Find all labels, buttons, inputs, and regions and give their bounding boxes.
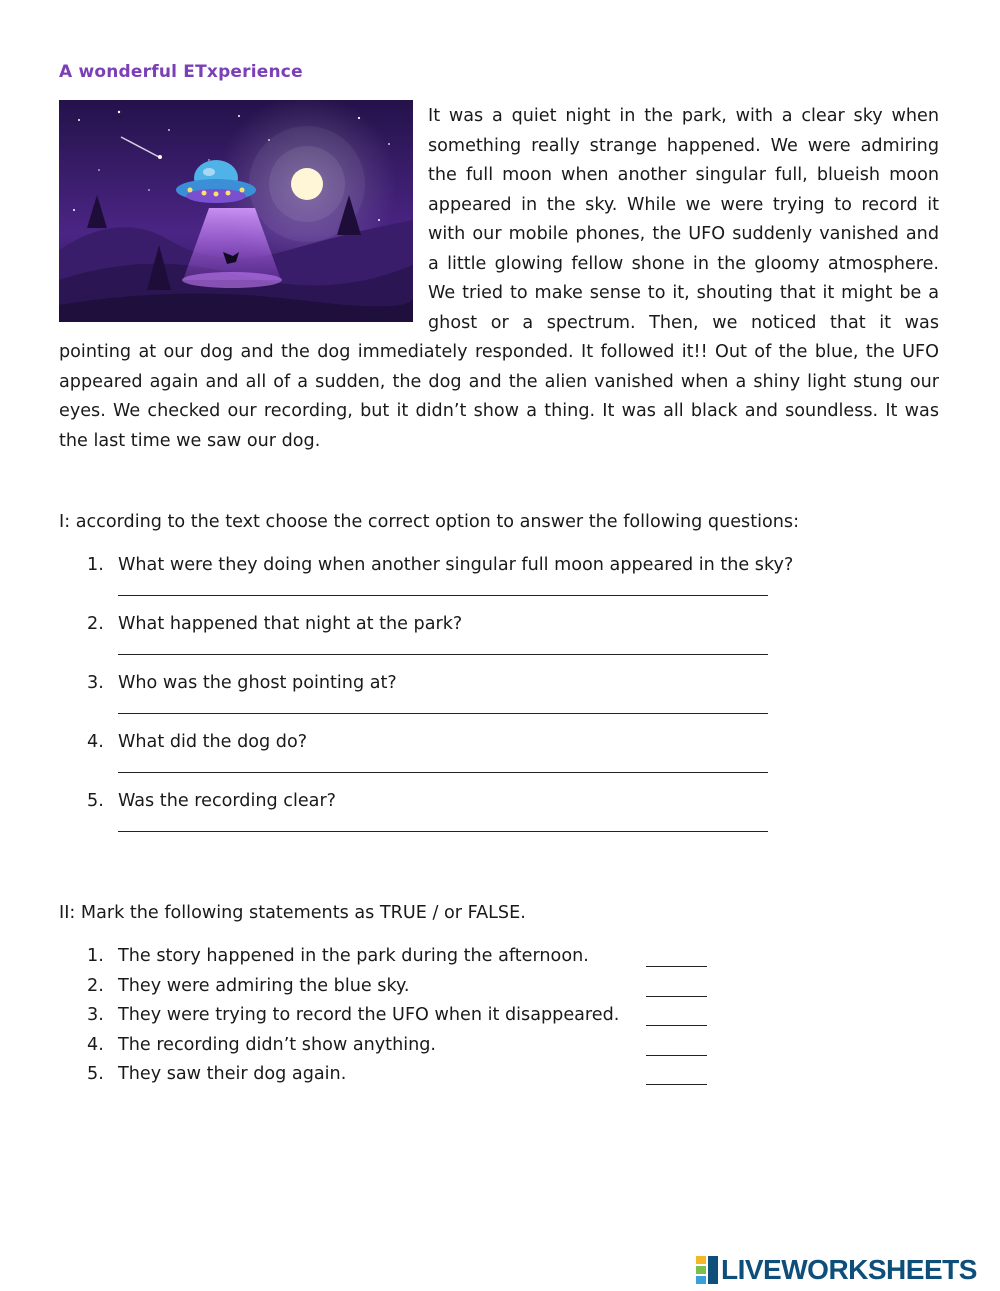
question-number: 1.	[87, 555, 104, 575]
statement-item	[59, 1005, 719, 1035]
logo-text: LIVEWORKSHEETS	[721, 1254, 977, 1285]
statement-number: 2.	[87, 975, 104, 996]
question-text: What did the dog do?	[118, 732, 308, 752]
question-number: 4.	[87, 732, 104, 752]
statement-number: 3.	[87, 1005, 104, 1026]
statement-text: The recording didn’t show anything.	[118, 1034, 437, 1055]
answer-line[interactable]	[118, 701, 768, 714]
liveworksheets-logo	[696, 1254, 977, 1286]
statement-number: 5.	[87, 1064, 104, 1085]
true-false-blank[interactable]	[646, 1055, 707, 1056]
statement-text: The story happened in the park during the afternoon.	[118, 946, 589, 966]
question-text: Was the recording clear?	[118, 791, 337, 811]
statement-text: They were admiring the blue sky.	[118, 975, 410, 996]
logo-mark-icon	[696, 1256, 718, 1284]
true-false-blank[interactable]	[646, 996, 707, 997]
worksheet-title: A wonderful ETxperience	[59, 62, 303, 82]
statement-list	[59, 946, 719, 1094]
true-false-blank[interactable]	[646, 966, 707, 967]
statement-item	[59, 976, 719, 1006]
question-number: 3.	[87, 673, 104, 693]
story-paragraph	[59, 102, 939, 456]
section-1-heading: I: according to the text choose the correct option to answer the following questions:	[59, 512, 800, 532]
statement-item	[59, 946, 719, 976]
story-text: It was a quiet night in the park, with a clear sky when something really strange happened. We were admiring the full moon when another singular full, blueish moon appeared in the sky. While we were trying to record it with our mobile phones, the UFO suddenly vanished and a little glowing fellow shone in the gloomy atmosphere. We tried to make sense to it, shouting that it might be a ghost or a spectrum. Then, we noticed that it was pointing at our dog and the dog immediately responded. It followed it!! Out of the blue, the UFO appeared again and all of a sudden, the dog and the alien vanished when a shiny light stung our eyes. We checked our recording, but it didn’t show a thing. It was all black and soundless. It was the last time we saw our dog.	[59, 106, 939, 451]
statement-number: 4.	[87, 1034, 104, 1055]
statement-item	[59, 1035, 719, 1065]
question-number: 2.	[87, 614, 104, 634]
question-text: What were they doing when another singular full moon appeared in the sky?	[118, 555, 794, 575]
question-number: 5.	[87, 791, 104, 811]
section-2-heading: II: Mark the following statements as TRUE / or FALSE.	[59, 903, 526, 923]
statement-item	[59, 1064, 719, 1094]
question-text: What happened that night at the park?	[118, 614, 463, 634]
true-false-blank[interactable]	[646, 1025, 707, 1026]
answer-line[interactable]	[118, 642, 768, 655]
statement-text: They were trying to record the UFO when it disappeared.	[118, 1005, 620, 1026]
statement-text: They saw their dog again.	[118, 1064, 347, 1085]
answer-line[interactable]	[118, 760, 768, 773]
statement-number: 1.	[87, 946, 104, 966]
answer-line[interactable]	[118, 583, 768, 596]
answer-line[interactable]	[118, 819, 768, 832]
true-false-blank[interactable]	[646, 1084, 707, 1085]
question-text: Who was the ghost pointing at?	[118, 673, 397, 693]
